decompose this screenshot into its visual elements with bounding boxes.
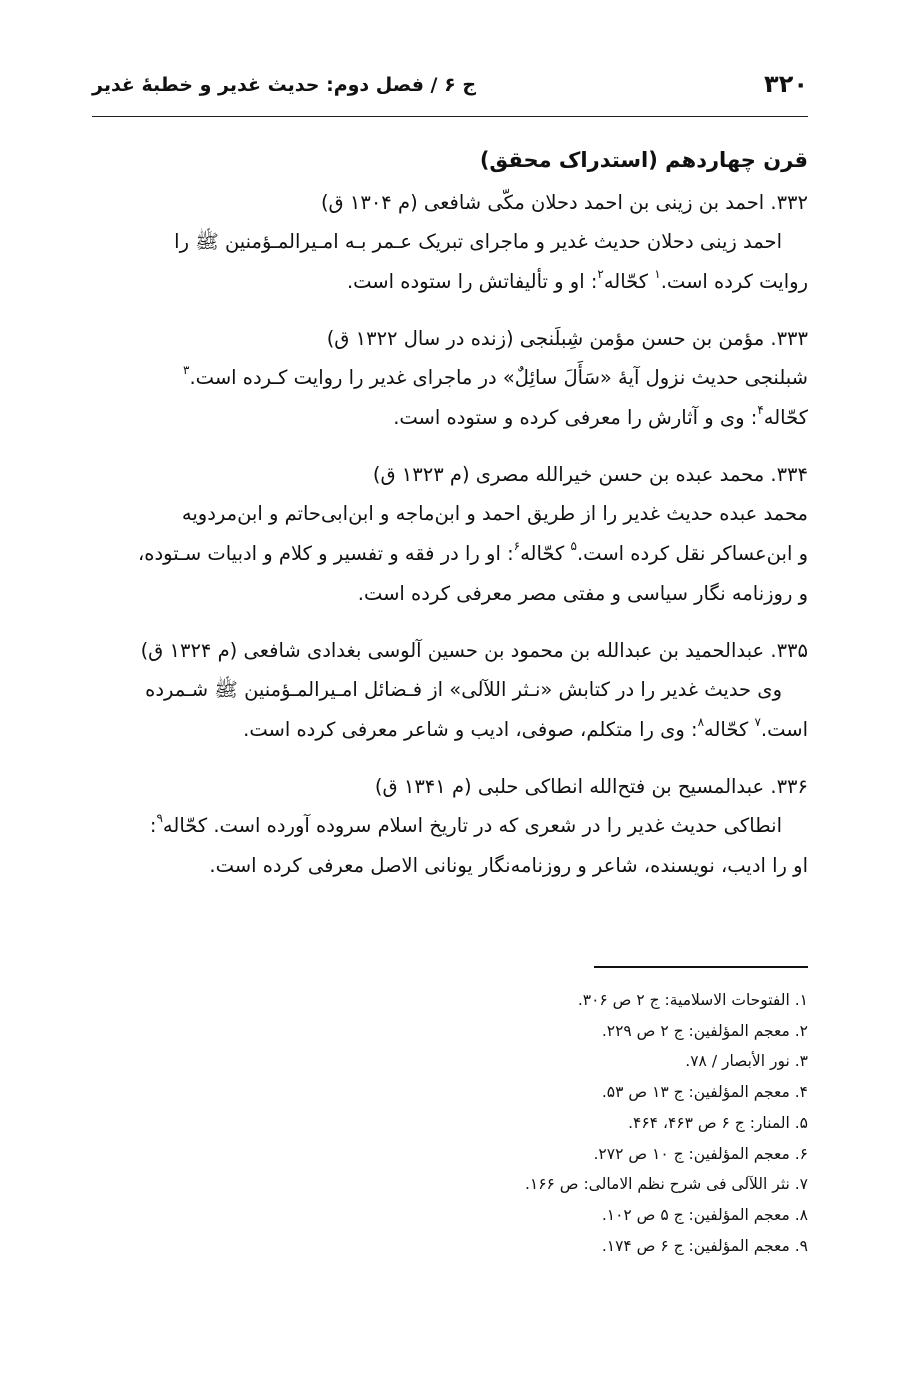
entry-333 bbox=[92, 320, 808, 438]
entry-334 bbox=[92, 456, 808, 614]
text-line: کحّاله bbox=[704, 718, 755, 741]
text-line: : bbox=[149, 814, 157, 837]
page-number: ۳۲۰ bbox=[764, 70, 808, 98]
entry-text bbox=[92, 358, 808, 438]
entry-heading: ۳۳۲. احمد بن زینی بن احمد دحلان مکّی شافعی (م ۱۳۰۴ ق) bbox=[320, 191, 808, 214]
footnotes bbox=[358, 985, 808, 1261]
entry-heading: ۳۳۴. محمد عبده بن حسن خیرالله مصری (م ۱۳۲۳ ق) bbox=[372, 463, 808, 486]
footnote-ref: ۸ bbox=[697, 714, 705, 729]
footnote-ref: ۶ bbox=[513, 538, 521, 553]
text-line: : او و تألیفاتش را ستوده است. bbox=[346, 270, 598, 293]
entry-heading: ۳۳۶. عبدالمسیح بن فتح‌الله انطاکی حلبی (م ۱۳۴۱ ق) bbox=[374, 775, 808, 798]
footnote-ref: ۳ bbox=[183, 362, 190, 377]
text-line: : وی و آثارش را معرفی کرده و ستوده است. bbox=[393, 406, 758, 429]
text-line: محمد عبده حدیث غدیر را از طریق احمد و ابن‌ماجه و ابن‌ابی‌حاتم و ابن‌مردویه bbox=[181, 502, 808, 525]
text-line: و ابن‌عساکر نقل کرده است. bbox=[576, 542, 808, 565]
text-line: احمد زینی دحلان حدیث غدیر و ماجرای تبریک عـمر بـه امـیرالمـؤمنین ﷺ را bbox=[174, 230, 782, 253]
footnote-divider bbox=[594, 966, 808, 968]
footnote-ref: ۱ bbox=[654, 266, 661, 281]
text-line: کحّاله bbox=[520, 542, 571, 565]
text-line: شبلنجی حدیث نزول آیهٔ «سَأَلَ سائِلٌ» در ماجرای غدیر را روایت کـرده است. bbox=[189, 366, 808, 389]
text-line: کحّاله bbox=[603, 270, 655, 293]
text-line: و روزنامه نگار سیاسی و مفتی مصر معرفی کرده است. bbox=[357, 582, 808, 605]
footnote-ref: ۲ bbox=[597, 266, 604, 281]
footnote-item: ۴. معجم المؤلفین: ج ۱۳ ص ۵۳. bbox=[601, 1083, 808, 1102]
footnote-item: ۶. معجم المؤلفین: ج ۱۰ ص ۲۷۲. bbox=[593, 1144, 808, 1163]
footnote-ref: ۵ bbox=[570, 538, 577, 553]
entry-text bbox=[92, 806, 808, 886]
text-line: او را ادیب، نویسنده، شاعر و روزنامه‌نگار یونانی الاصل معرفی کرده است. bbox=[209, 854, 808, 877]
footnote-ref: ۷ bbox=[754, 714, 761, 729]
text-line: کحّاله bbox=[763, 406, 808, 429]
footnote-item: ۸. معجم المؤلفین: ج ۵ ص ۱۰۲. bbox=[601, 1205, 808, 1224]
entry-text bbox=[92, 670, 808, 750]
page-body bbox=[92, 136, 808, 904]
text-line: وی حدیث غدیر را در کتابش «نـثر اللآلی» از فـضائل امـیرالمـؤمنین ﷺ شـمرده bbox=[145, 678, 782, 701]
text-line: روایت کرده است. bbox=[660, 270, 808, 293]
entry-336 bbox=[92, 768, 808, 886]
footnote-item: ۲. معجم المؤلفین: ج ۲ ص ۲۲۹. bbox=[601, 1021, 808, 1040]
footnote-item: ۵. المنار: ج ۶ ص ۴۶۳، ۴۶۴. bbox=[628, 1113, 808, 1132]
text-line: : او را در فقه و تفسیر و کلام و ادبیات سـتوده، bbox=[137, 542, 514, 565]
section-heading: قرن چهاردهم (استدراک محقق) bbox=[479, 148, 808, 172]
text-line: : وی را متکلم، صوفی، ادیب و شاعر معرفی کرده است. bbox=[243, 718, 698, 741]
footnote-item: ۷. نثر اللآلی فی شرح نظم الامالی: ص ۱۶۶. bbox=[524, 1175, 808, 1194]
entry-heading: ۳۳۳. مؤمن بن حسن مؤمن شِبلَنجی (زنده در سال ۱۳۲۲ ق) bbox=[326, 327, 808, 350]
text-line: است. bbox=[760, 718, 808, 741]
entry-heading: ۳۳۵. عبدالحمید بن عبدالله بن محمود بن حسین آلوسی بغدادی شافعی (م ۱۳۲۴ ق) bbox=[140, 639, 808, 662]
entry-335 bbox=[92, 632, 808, 750]
text-line: انطاکی حدیث غدیر را در شعری که در تاریخ اسلام سروده آورده است. کحّاله bbox=[162, 814, 782, 837]
entry-text bbox=[92, 494, 808, 614]
entry-text bbox=[92, 222, 808, 302]
footnote-ref: ۴ bbox=[757, 402, 764, 417]
running-title: ج ۶ / فصل دوم: حدیث غدیر و خطبهٔ غدیر bbox=[92, 74, 477, 96]
footnote-item: ۳. نور الأبصار / ۷۸. bbox=[685, 1052, 808, 1071]
page-header bbox=[92, 70, 808, 117]
footnote-item: ۹. معجم المؤلفین: ج ۶ ص ۱۷۴. bbox=[601, 1236, 808, 1255]
footnote-item: ۱. الفتوحات الاسلامیة: ج ۲ ص ۳۰۶. bbox=[577, 991, 808, 1009]
entry-332 bbox=[92, 184, 808, 302]
footnote-ref: ۹ bbox=[156, 810, 163, 825]
